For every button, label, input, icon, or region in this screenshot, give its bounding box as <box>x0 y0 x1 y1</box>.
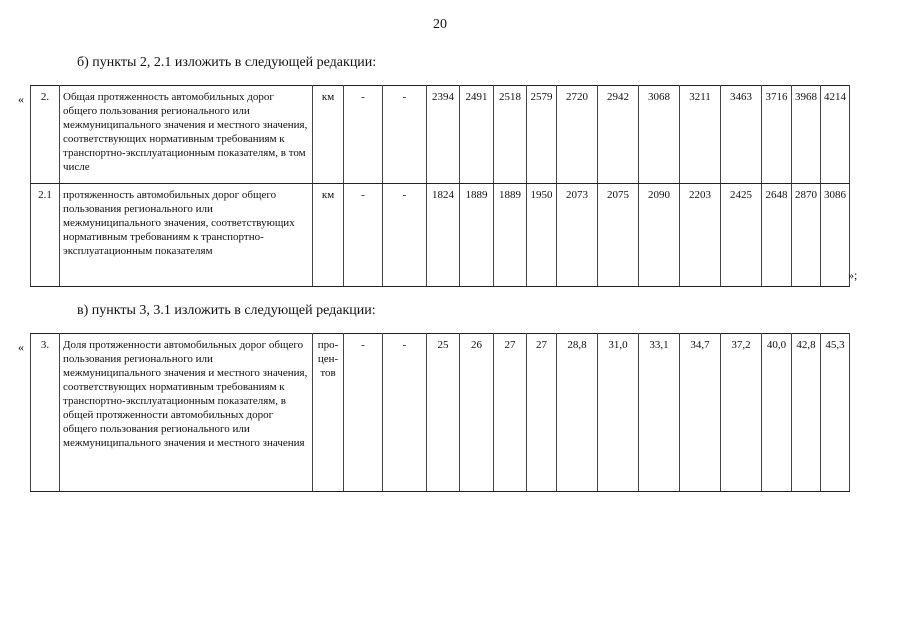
section-b-table <box>30 85 850 287</box>
row-number: 3. <box>31 334 60 492</box>
value-cell: 2075 <box>598 184 639 287</box>
unit-line: цен- <box>317 353 339 365</box>
value-cell: 2942 <box>598 86 639 184</box>
value-cell: 2425 <box>721 184 762 287</box>
value-cell: 2518 <box>494 86 527 184</box>
value-cell: 2648 <box>762 184 792 287</box>
value-cell: 1824 <box>427 184 460 287</box>
value-cell: 2073 <box>557 184 598 287</box>
table-row <box>31 184 850 287</box>
unit-line: тов <box>320 367 336 379</box>
value-cell: 3211 <box>680 86 721 184</box>
value-cell: 27 <box>494 334 527 492</box>
value-cell: 45,3 <box>821 334 850 492</box>
page-number: 20 <box>433 17 447 32</box>
value-cell: 3068 <box>639 86 680 184</box>
row-dash: - <box>383 184 427 287</box>
value-cell: 2491 <box>460 86 494 184</box>
section-c-table <box>30 333 850 492</box>
value-cell: 33,1 <box>639 334 680 492</box>
value-cell: 34,7 <box>680 334 721 492</box>
row-number: 2. <box>31 86 60 184</box>
value-cell: 2090 <box>639 184 680 287</box>
value-cell: 26 <box>460 334 494 492</box>
value-cell: 1889 <box>460 184 494 287</box>
value-cell: 2203 <box>680 184 721 287</box>
row-dash: - <box>344 86 383 184</box>
section-b-open-quote: « <box>18 92 24 106</box>
value-cell: 1889 <box>494 184 527 287</box>
value-cell: 25 <box>427 334 460 492</box>
row-number: 2.1 <box>31 184 60 287</box>
value-cell: 1950 <box>527 184 557 287</box>
table-row <box>31 86 850 184</box>
value-cell: 42,8 <box>792 334 821 492</box>
unit-line: про- <box>317 339 339 351</box>
value-cell: 3086 <box>821 184 850 287</box>
value-cell: 2579 <box>527 86 557 184</box>
value-cell: 3716 <box>762 86 792 184</box>
value-cell: 31,0 <box>598 334 639 492</box>
value-cell: 2720 <box>557 86 598 184</box>
value-cell: 28,8 <box>557 334 598 492</box>
row-unit: км <box>313 184 344 287</box>
value-cell: 3463 <box>721 86 762 184</box>
row-description: протяженность автомобильных дорог общего пользования регионального или межмуниципального значения, соответствующих нормативным требованиям к транспортно-эксплуатационным показателям <box>60 184 313 287</box>
table-row <box>31 334 850 492</box>
value-cell: 37,2 <box>721 334 762 492</box>
row-unit <box>313 334 344 492</box>
row-dash: - <box>344 184 383 287</box>
row-dash: - <box>344 334 383 492</box>
row-dash: - <box>383 334 427 492</box>
section-b-heading: б) пункты 2, 2.1 изложить в следующей редакции: <box>77 55 377 70</box>
section-c-open-quote: « <box>18 340 24 354</box>
row-dash: - <box>383 86 427 184</box>
value-cell: 3968 <box>792 86 821 184</box>
value-cell: 27 <box>527 334 557 492</box>
value-cell: 40,0 <box>762 334 792 492</box>
value-cell: 2394 <box>427 86 460 184</box>
value-cell: 2870 <box>792 184 821 287</box>
value-cell: 4214 <box>821 86 850 184</box>
row-description: Общая протяженность автомобильных дорог общего пользования регионального или межмуниципального значения и местного значения, соответствующих нормативным требованиям к транспортно-эксплуатационным показателям, в том числе <box>60 86 313 184</box>
section-c-heading: в) пункты 3, 3.1 изложить в следующей редакции: <box>77 303 376 318</box>
row-unit: км <box>313 86 344 184</box>
section-b-close-quote: »; <box>848 268 858 282</box>
row-description: Доля протяженности автомобильных дорог общего пользования регионального или межмуниципального значения и местного значения, соответствующих нормативным требованиям к транспортно-эксплуатационным показателям, в общей протяженности автомобильных дорог общего пользования регионального или межмуниципального значения и местного значения <box>60 334 313 492</box>
